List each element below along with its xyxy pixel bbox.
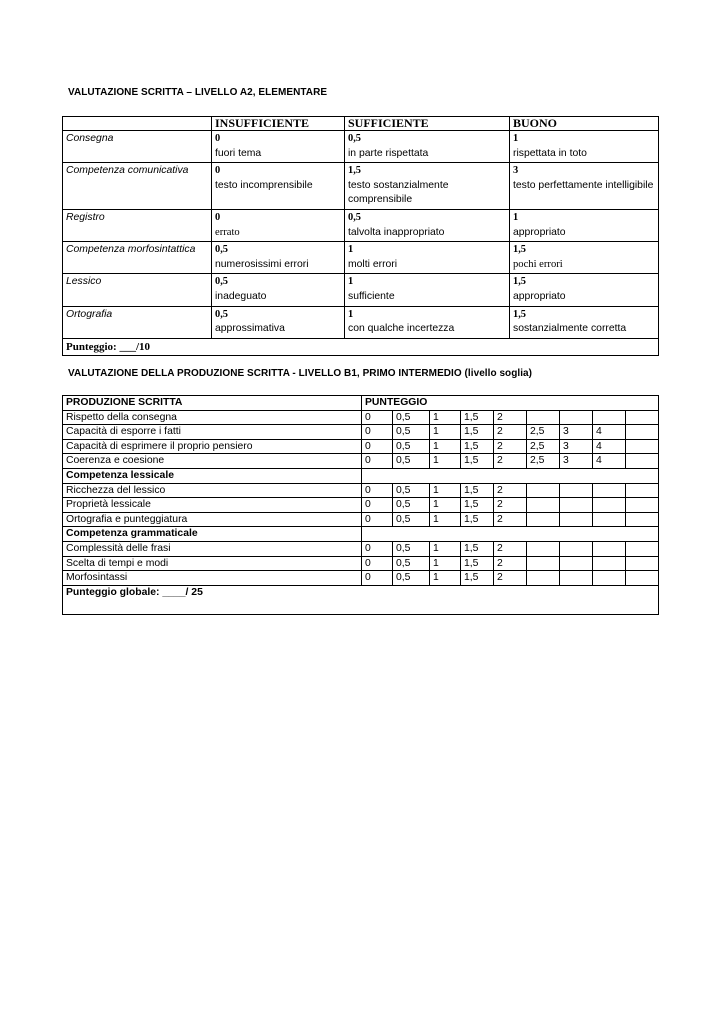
score-cell: [560, 541, 593, 556]
criterion-label: Capacità di esprimere il proprio pensiero: [63, 439, 362, 454]
category-heading: Competenza grammaticale: [63, 527, 362, 542]
score-cell: 1: [430, 571, 461, 586]
t2-header-row: [63, 396, 659, 411]
t1-cell: [510, 306, 659, 338]
score-description: testo perfettamente intelligibile: [513, 179, 654, 191]
t2-total: Punteggio globale: ____/ 25: [63, 585, 659, 614]
score-cell: [626, 498, 659, 513]
score-value: 1,5: [513, 276, 526, 288]
t1-cell: [510, 131, 659, 163]
t1-row: [63, 163, 659, 210]
t2-row: [63, 454, 659, 469]
score-cell: 1: [430, 498, 461, 513]
score-cell: [626, 439, 659, 454]
score-description: inadeguato: [215, 290, 267, 302]
criterion-label: Coerenza e coesione: [63, 454, 362, 469]
score-cell: 2: [494, 571, 527, 586]
t1-cell: [510, 274, 659, 306]
score-cell: 0,5: [393, 498, 430, 513]
criterion-label: Rispetto della consegna: [63, 410, 362, 425]
score-cell: 0: [362, 454, 393, 469]
score-value: 0: [215, 133, 221, 144]
score-description: sufficiente: [348, 290, 395, 302]
score-cell: 2: [494, 512, 527, 527]
t1-cell: [345, 274, 510, 306]
score-value: 0,5: [348, 211, 361, 223]
score-cell: 1: [430, 439, 461, 454]
score-cell: 2: [494, 483, 527, 498]
score-description: pochi errori: [513, 258, 563, 270]
score-cell: [560, 556, 593, 571]
score-cell: 2: [494, 439, 527, 454]
score-cell: 4: [593, 454, 626, 469]
score-cell: [560, 571, 593, 586]
t1-cell: [212, 209, 345, 241]
score-description: appropriato: [513, 226, 566, 238]
score-cell: [626, 556, 659, 571]
score-value: 1,5: [513, 308, 526, 320]
t1-cell: [212, 131, 345, 163]
score-value: 0,5: [215, 276, 228, 288]
score-value: 1: [348, 244, 354, 256]
score-cell: 0: [362, 512, 393, 527]
score-cell: [593, 483, 626, 498]
score-cell: [593, 512, 626, 527]
score-description: con qualche incertezza: [348, 323, 455, 335]
score-cell: 1,5: [461, 512, 494, 527]
criterion-label: Scelta di tempi e modi: [63, 556, 362, 571]
score-cell: [527, 483, 560, 498]
b1-evaluation-table: [62, 395, 659, 615]
t1-header-row: [63, 117, 659, 131]
t2-row: [63, 439, 659, 454]
score-cell: 0,5: [393, 541, 430, 556]
t2-header-left: PRODUZIONE SCRITTA: [63, 396, 362, 411]
score-description: in parte rispettata: [348, 147, 429, 159]
score-cell: 2: [494, 541, 527, 556]
t1-column-header: BUONO: [510, 117, 659, 131]
score-cell: [626, 425, 659, 440]
t1-cell: [510, 209, 659, 241]
t2-row: [63, 512, 659, 527]
score-description: testo sostanzialmente comprensibile: [348, 179, 449, 206]
score-cell: [626, 512, 659, 527]
score-cell: 3: [560, 425, 593, 440]
t1-cell: [510, 242, 659, 274]
score-cell: [626, 410, 659, 425]
score-description: talvolta inappropriato: [348, 226, 445, 238]
score-cell: 4: [593, 439, 626, 454]
score-cell: 1: [430, 512, 461, 527]
score-value: 0,5: [215, 244, 228, 256]
t1-row: [63, 242, 659, 274]
score-description: numerosissimi errori: [215, 258, 309, 270]
score-value: 0: [215, 165, 221, 177]
score-cell: 0: [362, 439, 393, 454]
score-value: 1,5: [513, 244, 526, 256]
t1-cell: [345, 306, 510, 338]
t1-cell: [212, 306, 345, 338]
score-cell: 2: [494, 454, 527, 469]
score-cell: 3: [560, 439, 593, 454]
score-description: approssimativa: [215, 323, 285, 335]
score-cell: 1,5: [461, 541, 494, 556]
score-value: 1: [513, 133, 519, 144]
score-cell: 0: [362, 556, 393, 571]
score-cell: 0,5: [393, 571, 430, 586]
t2-row: [63, 483, 659, 498]
score-cell: [560, 483, 593, 498]
score-cell: 2: [494, 498, 527, 513]
score-value: 0,5: [348, 133, 361, 144]
t1-column-header: INSUFFICIENTE: [212, 117, 345, 131]
score-cell: 1: [430, 556, 461, 571]
score-cell: 1: [430, 454, 461, 469]
score-description: appropriato: [513, 290, 566, 302]
score-cell: [527, 498, 560, 513]
score-cell: 0,5: [393, 512, 430, 527]
score-cell: [560, 410, 593, 425]
criterion-label: Proprietà lessicale: [63, 498, 362, 513]
t1-column-header: SUFFICIENTE: [345, 117, 510, 131]
t1-cell: [345, 163, 510, 210]
score-cell: [626, 541, 659, 556]
score-cell: [560, 498, 593, 513]
score-cell: 1,5: [461, 454, 494, 469]
score-cell: 2,5: [527, 439, 560, 454]
score-value: 0,5: [215, 308, 228, 320]
score-cell: [527, 410, 560, 425]
score-cell: [593, 571, 626, 586]
criterion-label: Registro: [63, 209, 212, 241]
score-cell: 1: [430, 425, 461, 440]
t1-cell: [510, 163, 659, 210]
score-cell: 1,5: [461, 439, 494, 454]
score-cell: 1,5: [461, 425, 494, 440]
score-cell: 3: [560, 454, 593, 469]
section1-title: VALUTAZIONE SCRITTA – LIVELLO A2, ELEMENTARE: [68, 87, 328, 98]
score-description: molti errori: [348, 258, 398, 270]
t1-cell: [212, 242, 345, 274]
score-description: sostanzialmente corretta: [513, 323, 627, 335]
t2-row: [63, 571, 659, 586]
t1-cell: [345, 242, 510, 274]
criterion-label: Ricchezza del lessico: [63, 483, 362, 498]
score-cell: 0: [362, 498, 393, 513]
score-cell: 0: [362, 483, 393, 498]
score-cell: 0,5: [393, 439, 430, 454]
score-cell: 4: [593, 425, 626, 440]
score-description: errato: [215, 226, 240, 238]
score-cell: 1: [430, 410, 461, 425]
score-cell: [527, 512, 560, 527]
score-cell: 1: [430, 541, 461, 556]
t2-header-right: PUNTEGGIO: [362, 396, 659, 411]
t2-row: [63, 556, 659, 571]
score-cell: 0: [362, 410, 393, 425]
score-cell: 0: [362, 571, 393, 586]
score-cell: 2,5: [527, 425, 560, 440]
score-cell: 1,5: [461, 483, 494, 498]
score-cell: 0,5: [393, 483, 430, 498]
criterion-label: Competenza morfosintattica: [63, 242, 212, 274]
score-cell: [626, 454, 659, 469]
t1-row: [63, 306, 659, 338]
t2-total-row: [63, 585, 659, 614]
score-cell: 1: [430, 483, 461, 498]
score-cell: [593, 541, 626, 556]
criterion-label: Competenza comunicativa: [63, 163, 212, 210]
score-cell: [626, 571, 659, 586]
score-value: 1,5: [348, 165, 361, 177]
score-cell: 1,5: [461, 498, 494, 513]
score-cell: 0,5: [393, 410, 430, 425]
score-cell: 2: [494, 556, 527, 571]
t2-row: [63, 468, 659, 483]
score-cell: [593, 410, 626, 425]
t1-row: [63, 274, 659, 306]
score-cell: 1,5: [461, 410, 494, 425]
a2-evaluation-table: [62, 116, 659, 356]
t1-cell: [212, 274, 345, 306]
t1-row: [63, 131, 659, 163]
score-cell: 0,5: [393, 556, 430, 571]
score-description: testo incomprensibile: [215, 179, 313, 191]
t2-row: [63, 527, 659, 542]
score-cell: [593, 556, 626, 571]
score-cell: 0: [362, 541, 393, 556]
score-cell: 0,5: [393, 425, 430, 440]
score-cell: [560, 512, 593, 527]
t1-total: Punteggio: ___/10: [63, 338, 659, 356]
section2-title: VALUTAZIONE DELLA PRODUZIONE SCRITTA - LIVELLO B1, PRIMO INTERMEDIO (livello soglia): [68, 368, 533, 379]
score-cell: [527, 556, 560, 571]
score-description: rispettata in toto: [513, 147, 587, 159]
score-cell: 0,5: [393, 454, 430, 469]
score-cell: [527, 571, 560, 586]
score-cell: [527, 541, 560, 556]
empty-cell: [362, 527, 659, 542]
criterion-label: Ortografia e punteggiatura: [63, 512, 362, 527]
score-cell: 2,5: [527, 454, 560, 469]
t1-cell: [212, 163, 345, 210]
criterion-label: Lessico: [63, 274, 212, 306]
score-value: 0: [215, 211, 221, 223]
t2-row: [63, 541, 659, 556]
t2-row: [63, 425, 659, 440]
t1-total-row: [63, 338, 659, 356]
t1-cell: [345, 131, 510, 163]
criterion-label: Complessità delle frasi: [63, 541, 362, 556]
criterion-label: Consegna: [63, 131, 212, 163]
criterion-label: Capacità di esporre i fatti: [63, 425, 362, 440]
t1-row: [63, 209, 659, 241]
score-description: fuori tema: [215, 147, 262, 159]
t2-row: [63, 410, 659, 425]
score-value: 3: [513, 165, 519, 177]
criterion-label: Morfosintassi: [63, 571, 362, 586]
t2-row: [63, 498, 659, 513]
t1-cell: [345, 209, 510, 241]
score-value: 1: [348, 308, 354, 320]
score-cell: 1,5: [461, 556, 494, 571]
score-cell: 1,5: [461, 571, 494, 586]
criterion-label: Ortografia: [63, 306, 212, 338]
category-heading: Competenza lessicale: [63, 468, 362, 483]
t1-column-header: [63, 117, 212, 131]
score-cell: 2: [494, 425, 527, 440]
score-value: 1: [348, 276, 354, 288]
score-cell: 2: [494, 410, 527, 425]
score-cell: [626, 483, 659, 498]
score-value: 1: [513, 211, 519, 223]
score-cell: 0: [362, 425, 393, 440]
empty-cell: [362, 468, 659, 483]
score-cell: [593, 498, 626, 513]
